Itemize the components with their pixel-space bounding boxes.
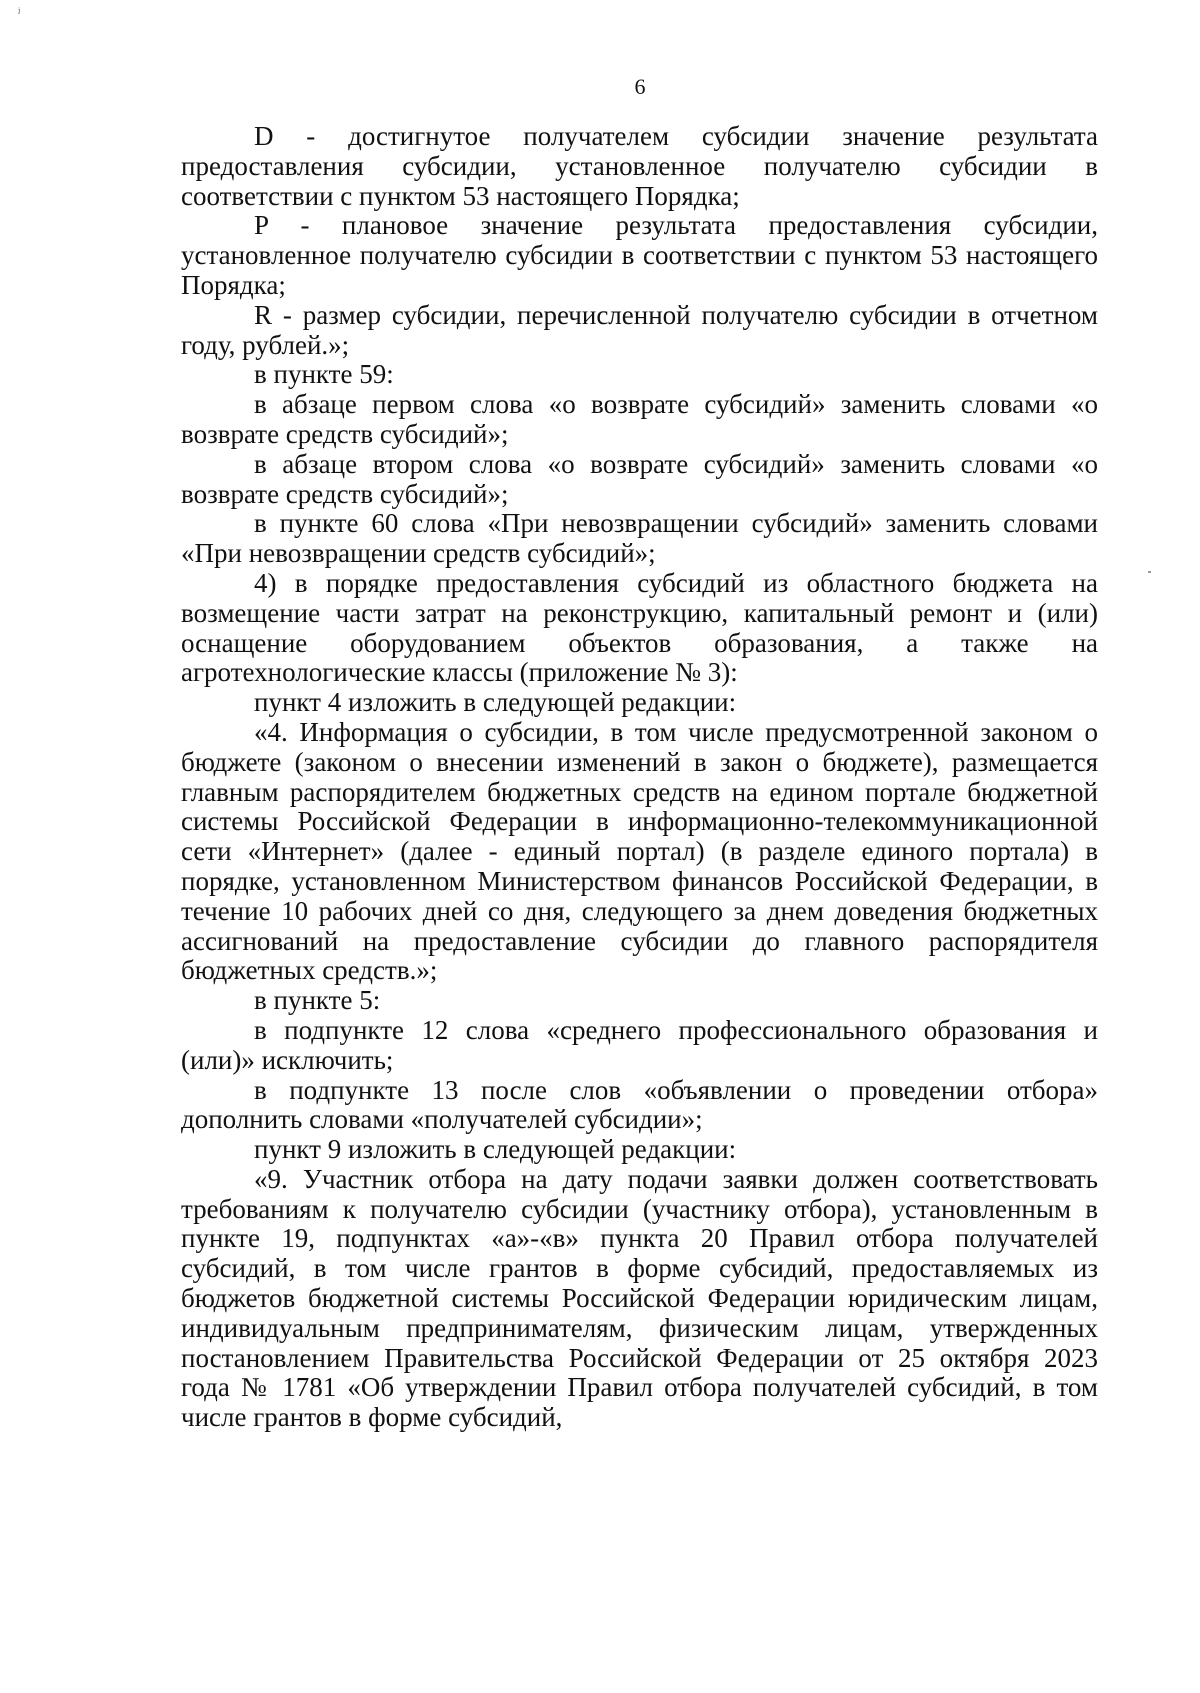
paragraph-item-60: в пункте 60 слова «При невозвращении субсидий» заменить словами «При невозвращении средств субсидий»; — [181, 508, 1098, 569]
scan-speck — [1148, 571, 1151, 573]
paragraph-item-59-first: в абзаце первом слова «о возврате субсидий» заменить словами «о возврате средств субсидий»; — [181, 389, 1098, 449]
paragraph-item-9-text: «9. Участник отбора на дату подачи заявки должен соответствовать требованиям к получателю субсидии (участнику отбора), установленным в пункте 19, подпунктах «а»-«в» пункта 20 Правил отбора получателей субсидий, в том числе грантов в форме субсидий, предоставляемых из бюджетов бюджетной системы Российской Федерации юридическим лицам, индивидуальным предпринимателям, физическим лицам, утвержденных постановлением Правительства Российской Федерации от 25 октября 2023 года № 1781 «Об утверждении Правил отбора получателей субсидий, в том числе грантов в форме субсидий, — [181, 1163, 1098, 1433]
paragraph-item-9-intro: пункт 9 изложить в следующей редакции: — [254, 1134, 737, 1165]
paragraph-subitem-13: в подпункте 13 после слов «объявлении о проведении отбора» дополнить словами «получателей субсидии»; — [181, 1074, 1098, 1135]
document-body — [181, 122, 1098, 1433]
paragraph-r-definition: R - размер субсидии, перечисленной получателю субсидии в отчетном году, рублей.»; — [181, 299, 1098, 360]
paragraph-item-59-second: в абзаце втором слова «о возврате субсидий» заменить словами «о возврате средств субсидий»; — [181, 448, 1098, 509]
paragraph-item-59: в пункте 59: — [254, 359, 394, 390]
paragraph-section-4: 4) в порядке предоставления субсидий из областного бюджета на возмещение части затрат на реконструкцию, капитальный ремонт и (или) оснащение оборудованием объектов образования, а также на агротехнологические классы (приложение № 3): — [181, 567, 1098, 688]
corner-mark: ʲ — [18, 5, 20, 19]
page-number: 6 — [634, 74, 646, 99]
paragraph-d-definition: D - достигнутое получателем субсидии значение результата предоставления субсидии, установленное получателю субсидии в соответствии с пунктом 53 настоящего Порядка; — [181, 121, 1098, 211]
paragraph-item-5: в пункте 5: — [254, 985, 381, 1016]
paragraph-p-definition: P - плановое значение результата предоставления субсидии, установленное получателю субсидии в соответствии с пунктом 53 настоящего Порядка; — [181, 210, 1098, 300]
paragraph-item-4-text: «4. Информация о субсидии, в том числе предусмотренной законом о бюджете (законом о внесении изменений в закон о бюджете), размещается главным распорядителем бюджетных средств на едином портале бюджетной системы Российской Федерации в информационно-телекоммуникационной сети «Интернет» (далее - единый портал) (в разделе единого портала) в порядке, установленном Министерством финансов Российской Федерации, в течение 10 рабочих дней со дня, следующего за днем доведения бюджетных ассигнований на предоставление субсидии до главного распорядителя бюджетных средств.»; — [181, 716, 1098, 986]
paragraph-subitem-12: в подпункте 12 слова «среднего профессионального образования и (или)» исключить; — [181, 1014, 1098, 1075]
paragraph-item-4-intro: пункт 4 изложить в следующей редакции: — [254, 687, 737, 718]
